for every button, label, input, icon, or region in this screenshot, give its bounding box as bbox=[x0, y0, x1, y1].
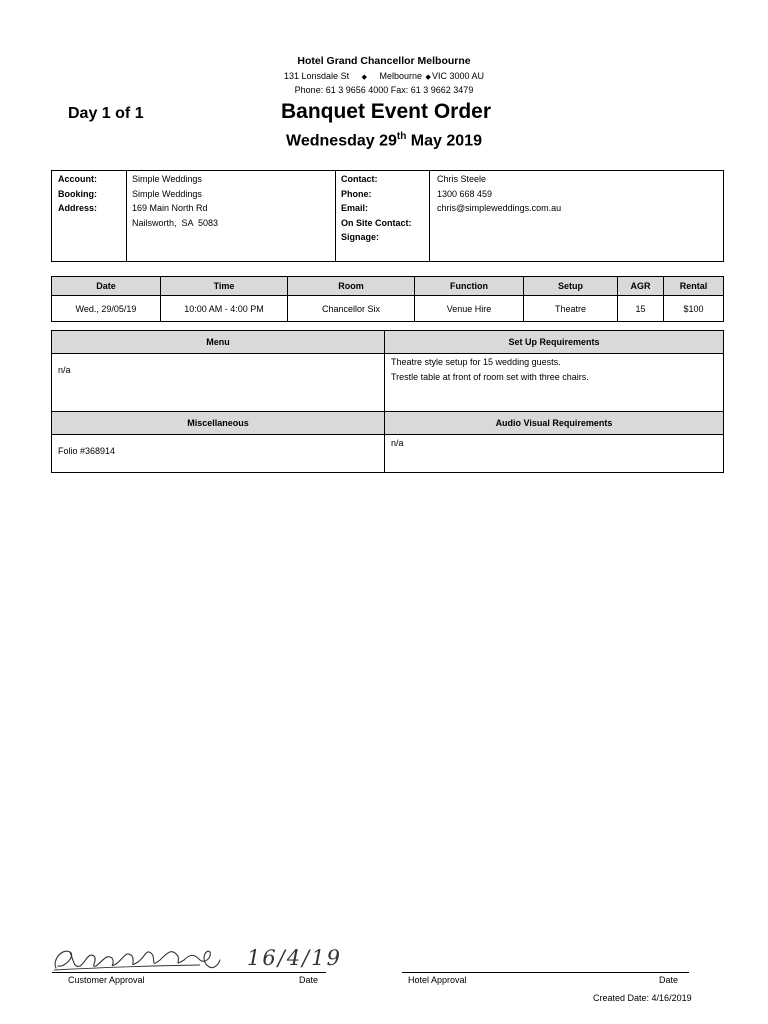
table-row bbox=[52, 296, 724, 322]
column-header: Room bbox=[288, 277, 415, 296]
hotel-approval-label: Hotel Approval bbox=[408, 975, 467, 985]
misc-text: Folio #368914 bbox=[58, 446, 116, 456]
menu-text: n/a bbox=[58, 365, 71, 375]
booking-value: Simple Weddings bbox=[132, 188, 202, 199]
divider bbox=[126, 171, 127, 261]
hotel-name: Hotel Grand Chancellor Melbourne bbox=[297, 55, 471, 67]
account-info-box bbox=[51, 170, 724, 262]
divider bbox=[429, 171, 430, 261]
event-date-suffix: th bbox=[396, 131, 407, 142]
event-table bbox=[51, 276, 724, 322]
divider bbox=[384, 331, 385, 472]
date-label: Date bbox=[659, 975, 679, 985]
menu-header: Menu bbox=[52, 331, 384, 353]
state: VIC 3000 AU bbox=[431, 71, 484, 81]
phone-value: 1300 668 459 bbox=[437, 188, 493, 199]
event-date-prefix: Wednesday 29 bbox=[286, 132, 397, 150]
av-header: Audio Visual Requirements bbox=[385, 412, 723, 434]
divider bbox=[52, 353, 723, 354]
table-cell: Venue Hire bbox=[415, 296, 524, 322]
created-date-value: 4/16/2019 bbox=[651, 993, 692, 1003]
day-label: Day 1 of 1 bbox=[68, 105, 144, 122]
address-line-1: 169 Main North Rd bbox=[132, 203, 208, 213]
bullet-icon: ◆ bbox=[361, 74, 367, 81]
on-site-contact-label: On Site Contact: bbox=[341, 217, 412, 228]
setup-line: Trestle table at front of room set with three chairs. bbox=[391, 371, 589, 382]
hotel-address bbox=[0, 71, 768, 81]
booking-label: Booking: bbox=[58, 188, 97, 199]
table-cell: 15 bbox=[618, 296, 664, 322]
email-value: chris@simpleweddings.com.au bbox=[437, 203, 562, 213]
column-header: Setup bbox=[524, 277, 618, 296]
created-date bbox=[593, 993, 692, 1003]
divider bbox=[52, 434, 723, 435]
address-label: Address: bbox=[58, 203, 98, 213]
setup-header: Set Up Requirements bbox=[385, 331, 723, 353]
document-title: Banquet Event Order bbox=[280, 100, 492, 123]
column-header: Function bbox=[415, 277, 524, 296]
contact-value: Chris Steele bbox=[437, 174, 487, 184]
account-labels bbox=[58, 172, 97, 216]
street: 131 Lonsdale St bbox=[284, 71, 350, 81]
contact-label: Contact: bbox=[341, 174, 378, 184]
hotel-signature-line bbox=[402, 972, 689, 973]
requirements-grid bbox=[51, 330, 724, 473]
table-cell: $100 bbox=[664, 296, 724, 322]
table-cell: Chancellor Six bbox=[288, 296, 415, 322]
column-header: Rental bbox=[664, 277, 724, 296]
city: Melbourne bbox=[379, 71, 423, 81]
contact-values bbox=[437, 172, 561, 216]
av-text: n/a bbox=[391, 438, 404, 448]
bullet-icon: ◆ bbox=[425, 74, 431, 81]
signage-label: Signage: bbox=[341, 232, 380, 242]
misc-header: Miscellaneous bbox=[52, 412, 384, 434]
created-date-label: Created Date: bbox=[593, 993, 650, 1003]
account-value: Simple Weddings bbox=[132, 174, 202, 184]
handwritten-date: 16/4/19 bbox=[247, 946, 342, 970]
customer-approval-label: Customer Approval bbox=[68, 975, 145, 985]
event-date bbox=[0, 131, 768, 150]
table-cell: Wed., 29/05/19 bbox=[52, 296, 161, 322]
setup-line: Theatre style setup for 15 wedding guests. bbox=[391, 357, 561, 367]
account-label: Account: bbox=[58, 174, 97, 184]
column-header: Time bbox=[161, 277, 288, 296]
divider bbox=[335, 171, 336, 261]
email-label: Email: bbox=[341, 203, 369, 213]
hotel-phone: Phone: 61 3 9656 4000 Fax: 61 3 9662 3479 bbox=[294, 85, 474, 95]
event-table-header bbox=[52, 277, 724, 296]
setup-text bbox=[391, 355, 589, 384]
customer-signature-line bbox=[52, 972, 326, 973]
address-line-2: Nailsworth, SA 5083 bbox=[132, 217, 219, 228]
contact-labels bbox=[341, 172, 412, 245]
table-cell: 10:00 AM - 4:00 PM bbox=[161, 296, 288, 322]
column-header: Date bbox=[52, 277, 161, 296]
account-values bbox=[132, 172, 218, 230]
date-label: Date bbox=[299, 975, 319, 985]
table-cell: Theatre bbox=[524, 296, 618, 322]
phone-label: Phone: bbox=[341, 188, 372, 199]
column-header: AGR bbox=[618, 277, 664, 296]
event-date-rest: May 2019 bbox=[406, 132, 482, 150]
